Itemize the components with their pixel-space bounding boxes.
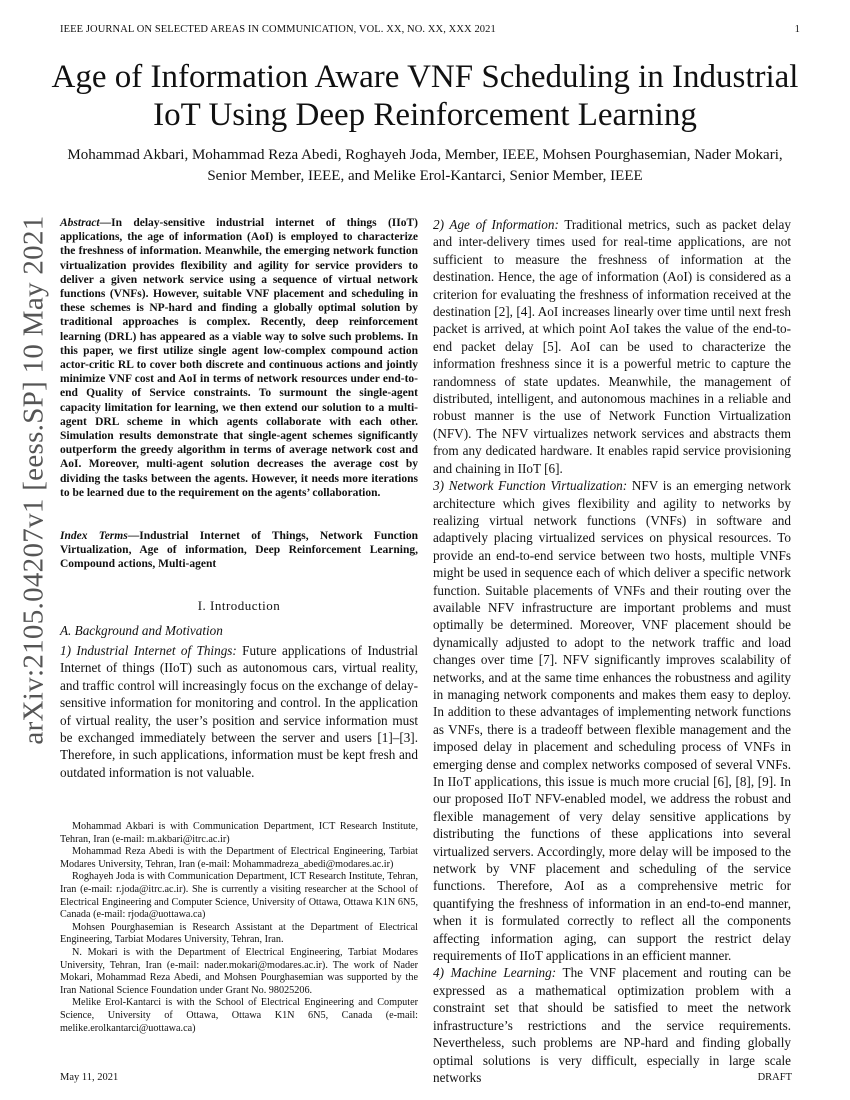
arxiv-id-text: arXiv:2105.04207v1 [eess.SP] 10 May 2021 [17,215,50,745]
paragraph-text: Future applications of Industrial Internet of things (IIoT) such as autonomous cars, virtual reality, and traffic control will increasingly focus on the exchange of delay-sensitive information for monitoring and control. In the application of virtual reality, the user’s position and service information must be exchanged immediately between the server and users [1]–[3]. Therefore, in such applications, information must be kept fresh and outdated information is not valuable. [60,643,418,780]
footer-status: DRAFT [757,1072,792,1083]
paragraph-aoi [433,216,791,477]
right-column-body [433,216,791,1086]
paragraph-heading: 1) Industrial Internet of Things: [60,643,237,658]
author-list: Mohammad Akbari, Mohammad Reza Abedi, Roghayeh Joda, Member, IEEE, Mohsen Pourghasemian, Nader Mokari, Senior Member, IEEE, and Melike Erol-Kantarci, Senior Member, IEEE [67,147,783,184]
index-terms [60,529,418,572]
running-header [60,24,800,35]
paragraph-nfv [433,477,791,964]
abstract-text: —In delay-sensitive industrial internet of things (IIoT) applications, the age of information (AoI) is employed to characterize the freshness of information. Meanwhile, the emerging network function virtualization provides flexibility and agility for service providers to deliver a given network service using a sequence of virtual network functions (VNFs). However, suitable VNF placement and scheduling in these schemes is NP-hard and finding a globally optimal solution by traditional approaches is complex. Recently, deep reinforcement learning (DRL) has appeared as a viable way to solve such problems. In this paper, we first utilize single agent low-complex compound action actor-critic RL to cover both discrete and continuous actions and jointly minimize VNF cost and AoI in terms of network resources under end-to-end Quality of Service constraints. To surmount the single-agent capacity limitation for learning, we then extend our solution to a multi-agent DRL scheme in which agents collaborate with each other. Simulation results demonstrate that single-agent schemes significantly outperform the greedy algorithm in terms of average network cost and AoI. Moreover, multi-agent solution decreases the average cost by dividing the tasks between the agents. However, it needs more iterations to be learned due to the requirement on the agents’ collaboration. [60,217,418,499]
footnote: Roghayeh Joda is with Communication Department, ICT Research Institute, Tehran, Iran (e-mail: r.joda@itrc.ac.ir). She is currently a visiting researcher at the School of Electrical Engineering and Computer Science, University of Ottawa, Ottawa K1N 6N5, Canada (e-mail: rjoda@uottawa.ca) [60,871,418,921]
footnote: Mohsen Pourghasemian is Research Assistant at the Department of Electrical Engineering, Tarbiat Modares University, Tehran, Iran. [60,921,418,946]
abstract [60,216,418,500]
subsection-heading: A. Background and Motivation [60,623,223,638]
footnote: Mohammad Reza Abedi is with the Department of Electrical Engineering, Tarbiat Modares University, Tehran, Iran (e-mail: Mohammadreza_abedi@modares.ac.ir) [60,846,418,870]
paragraph-text: NFV is an emerging network architecture which gives flexibility and agility to networks by realizing virtual network functions (VNFs) in software and adaptively placing virtualized services on physical resources. To provide an end-to-end service between two hosts, multiple VNFs might be used in sequence each of which deliver a specific network function. Suitable placements of VNFs and their routing over the available NFV infrastructure are important problems and must optimally be determined. Moreover, VNF placement should be dynamically adjusted to adopt to the network traffic and load changes over time [7]. NFV significantly improves scalability of networks, and at the same time enhances the robustness and agility in managing network components and makes them easy to deploy. In addition to these advantages of implementing network functions as VNFs, there is a tradeoff between flexible management and the imposed delay in placement and scheduling process of VNFs in emerging dense and complex networks composed of several VNFs. In IIoT applications, this issue is much more crucial [6], [8], [9]. In our proposed IIoT NFV-enabled model, we address the robust and flexible management of very delay sensitive applications by distributing the functions of these applications into several virtualized servers. Accordingly, more delay will be imposed to the network by VNF placement and scheduling of the service functions. Therefore, AoI as a comprehensive metric for quantifying the freshness of information in an end-to-end manner, when it is formulated correctly to reflect all the components affecting information aging, can support the restrict delay requirements of IIoT applications in an efficient manner. [433,478,791,964]
journal-name: IEEE JOURNAL ON SELECTED AREAS IN COMMUNICATION, VOL. XX, NO. XX, XXX 2021 [60,24,496,35]
page-number: 1 [794,24,800,35]
abstract-label: Abstract [60,217,100,229]
section-heading: I. Introduction [197,598,281,613]
author-footnotes [60,821,418,1035]
index-terms-label: Index Terms [60,530,128,542]
footer-date: May 11, 2021 [60,1072,119,1083]
paragraph-heading: 3) Network Function Virtualization: [433,478,628,494]
paragraph-ml [433,964,791,1086]
paragraph-text: Traditional metrics, such as packet delay and inter-delivery times used for real-time applications, are not sufficient to measure the freshness of information at the destination. Hence, the age of information (AoI) is considered as a criterion for evaluating the freshness of information received at the destination [2], [4]. AoI increases linearly over time until next fresh packet is arrived, at which point AoI takes the value of the end-to-end packet delay [5]. AoI can be used to characterize the information freshness since it is a powerful metric to capture the randomness of state updates. Meanwhile, the management of distributed, intelligent, and autonomous machines in a reliable and robust manner is the use of Network Function Virtualization (NFV). The NFV virtualizes network services and abstracts them from any dedicated hardware. It enables rapid service provisioning and chaining in IIoT [6]. [433,217,791,476]
paragraph-text: The VNF placement and routing can be expressed as a mathematical optimization problem with a constraint set that should be satisfied to meet the network infrastructure’s restrictions and the service requirements. Nevertheless, such problems are NP-hard and finding globally optimal solutions is very difficult, especially in large scale networks [433,965,792,1085]
paragraph-iiot [60,642,418,781]
paragraph-heading: 2) Age of Information: [433,217,559,232]
left-column-body [60,642,418,781]
paper-title: Age of Information Aware VNF Scheduling in Industrial IoT Using Deep Reinforcement Learning [51,59,799,133]
footnote: Mohammad Akbari is with Communication Department, ICT Research Institute, Tehran, Iran (e-mail: m.akbari@itrc.ac.ir) [60,821,418,845]
footnote: N. Mokari is with the Department of Electrical Engineering, Tarbiat Modares University, Tehran, Iran (e-mail: nader.mokari@modares.ac.ir). The work of Nader Mokari, Mohammad Reza Abedi, and Mohsen Pourghasemian was supported by the Iran National Science Foundation under Grant No. 98025206. [60,946,418,996]
arxiv-side-identifier [6,150,62,810]
index-terms-text: —Industrial Internet of Things, Network Function Virtualization, Age of information, Deep Reinforcement Learning, Compound actions, Multi-agent [60,530,418,571]
paragraph-heading: 4) Machine Learning: [433,965,557,981]
footnote: Melike Erol-Kantarci is with the School of Electrical Engineering and Computer Science, University of Ottawa, Ottawa K1N 6N5, Canada (e-mail: melike.erolkantarci@uottawa.ca) [60,997,418,1034]
